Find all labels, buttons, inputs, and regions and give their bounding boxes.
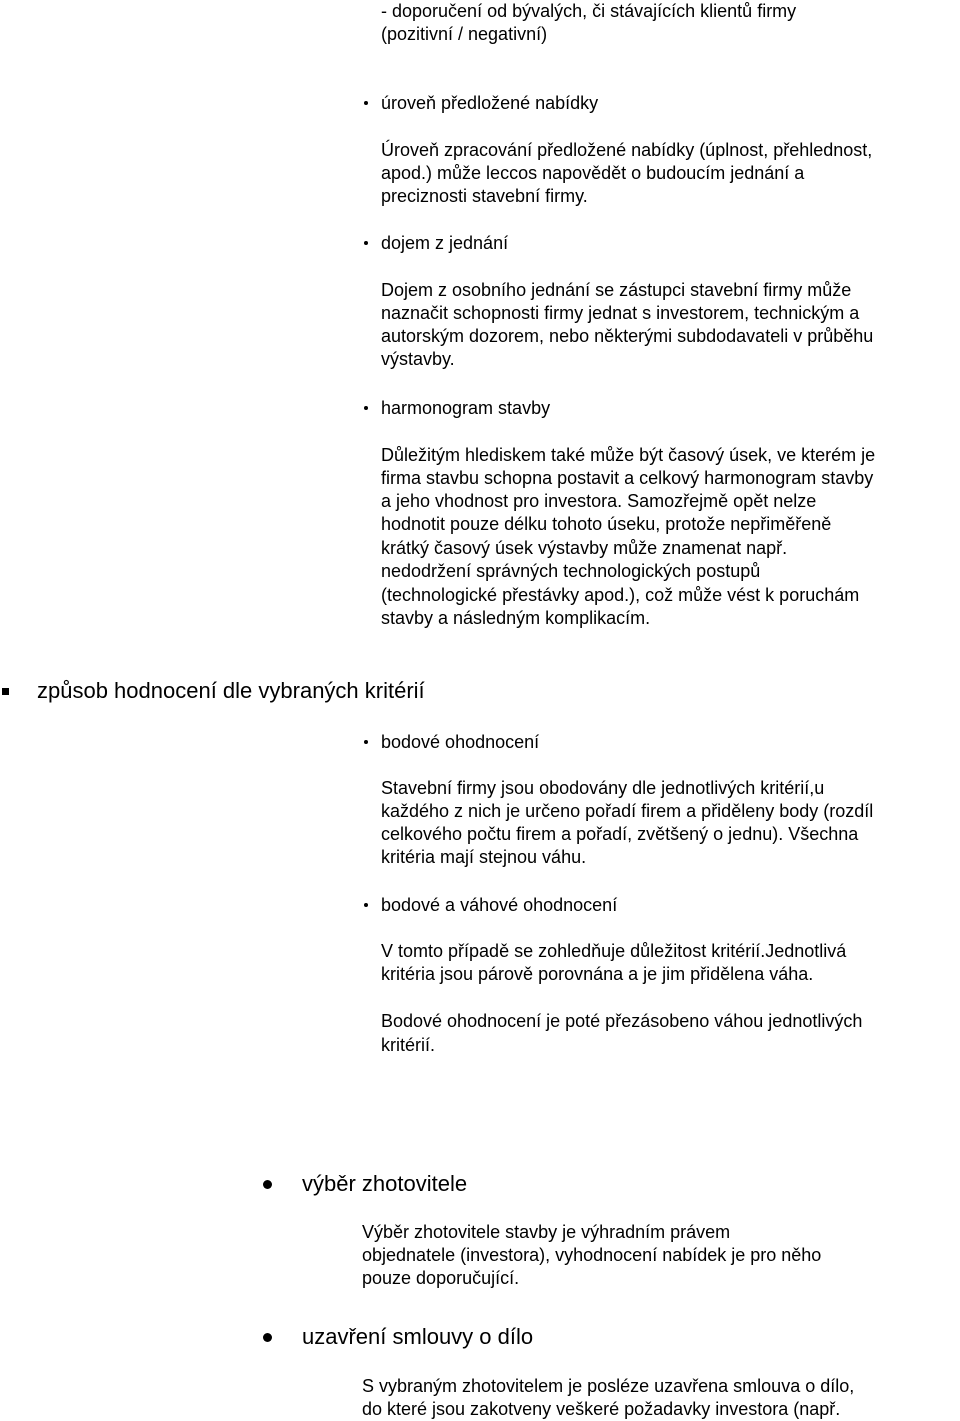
section-text-line: S vybraným zhotovitelem je posléze uzavřena smlouva o dílo, — [362, 1376, 855, 1396]
criterion-text-line: výstavby. — [381, 349, 455, 369]
section-heading: uzavření smlouvy o dílo — [302, 1324, 534, 1349]
bullet-dot-icon — [364, 740, 368, 744]
evaluation-text-line: Bodové ohodnocení je poté přezásobeno váhou jednotlivých — [381, 1011, 863, 1031]
bullet-dot-icon — [263, 1180, 272, 1189]
evaluation-text-line: kritéria jsou párově porovnána a je jim přidělena váha. — [381, 964, 814, 984]
criterion-text-line: (technologické přestávky apod.), což může vést k poruchám — [381, 585, 860, 605]
bullet-dot-icon — [263, 1333, 272, 1342]
intro-line: - doporučení od bývalých, či stávajících klientů firmy — [381, 1, 797, 21]
section-text-line: pouze doporučující. — [362, 1268, 520, 1288]
criterion-text-line: apod.) může leccos napovědět o budoucím jednání a — [381, 163, 805, 183]
criterion-heading: dojem z jednání — [381, 233, 509, 253]
intro-line: (pozitivní / negativní) — [381, 24, 548, 44]
evaluation-text-line: V tomto případě se zohledňuje důležitost kritérií.Jednotlivá — [381, 941, 847, 961]
criterion-heading: harmonogram stavby — [381, 398, 551, 418]
criterion-text-line: firma stavbu schopna postavit a celkový harmonogram stavby — [381, 468, 874, 488]
criterion-text-line: Úroveň zpracování předložené nabídky (úplnost, přehlednost, — [381, 140, 873, 160]
square-bullet-icon — [2, 688, 9, 695]
bullet-dot-icon — [364, 406, 368, 410]
criterion-text-line: naznačit schopnosti firmy jednat s investorem, technickým a — [381, 303, 860, 323]
section-text-line: Výběr zhotovitele stavby je výhradním právem — [362, 1222, 731, 1242]
section-text-line: objednatele (investora), vyhodnocení nabídek je pro něho — [362, 1245, 822, 1265]
evaluation-text-line: Stavební firmy jsou obodovány dle jednotlivých kritérií,u — [381, 778, 825, 798]
evaluation-text-line: každého z nich je určeno pořadí firem a přiděleny body (rozdíl — [381, 801, 874, 821]
section-heading: výběr zhotovitele — [302, 1171, 468, 1196]
criterion-text-line: hodnotit pouze délku tohoto úseku, protože nepřiměřeně — [381, 514, 832, 534]
bullet-dot-icon — [364, 903, 368, 907]
criterion-text-line: Dojem z osobního jednání se zástupci stavební firmy může — [381, 280, 852, 300]
criterion-text-line: nedodržení správných technologických postupů — [381, 561, 761, 581]
bullet-dot-icon — [364, 101, 368, 105]
criterion-text-line: autorským dozorem, nebo některými subdodavateli v průběhu — [381, 326, 874, 346]
section-text-line: do které jsou zakotveny veškeré požadavky investora (např. — [362, 1399, 841, 1419]
evaluation-item-heading: bodové ohodnocení — [381, 732, 540, 752]
bullet-dot-icon — [364, 241, 368, 245]
criterion-heading: úroveň předložené nabídky — [381, 93, 599, 113]
criterion-text-line: krátký časový úsek výstavby může znamenat např. — [381, 538, 788, 558]
evaluation-text-line: kritérií. — [381, 1035, 435, 1055]
evaluation-heading: způsob hodnocení dle vybraných kritérií — [37, 678, 425, 703]
criterion-text-line: preciznosti stavební firmy. — [381, 186, 588, 206]
criterion-text-line: Důležitým hlediskem také může být časový úsek, ve kterém je — [381, 445, 876, 465]
evaluation-text-line: celkového počtu firem a pořadí, zvětšený o jednu). Všechna — [381, 824, 859, 844]
evaluation-text-line: kritéria mají stejnou váhu. — [381, 847, 587, 867]
criterion-text-line: a jeho vhodnost pro investora. Samozřejmě opět nelze — [381, 491, 817, 511]
evaluation-item-heading: bodové a váhové ohodnocení — [381, 895, 618, 915]
criterion-text-line: stavby a následným komplikacím. — [381, 608, 651, 628]
